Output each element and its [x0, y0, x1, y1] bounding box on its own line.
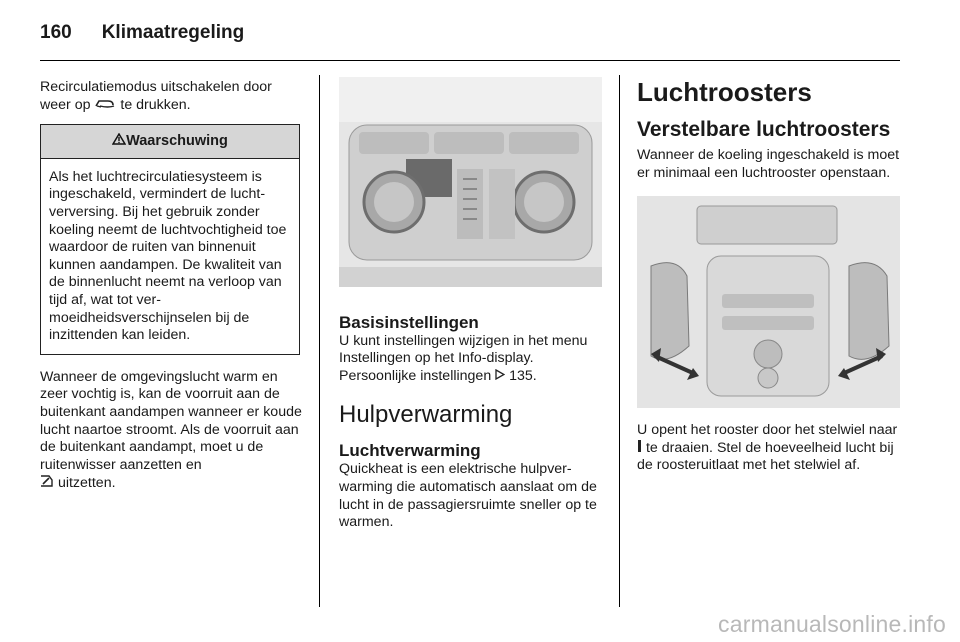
watermark: carmanualsonline.info	[718, 611, 946, 637]
page-number: 160	[40, 22, 72, 43]
warning-body: Als het luchtrecirculatiesysteem is ingeschakeld, vermindert de luchtverversing. Bij het gebruik zonder koeling neemt de luchtvochtigheid toe waardoor de ruiten van binnenuit kunnen aandampen. De kwaliteit van de binnenlucht neemt na verloop van tijd af, wat tot vermoeidheidsverschijnselen bij de inzittenden kan leiden.	[49, 168, 287, 344]
warning-triangle-icon	[112, 133, 126, 151]
header-rule	[40, 60, 900, 61]
column-divider-2	[619, 75, 620, 607]
basis-text: U kunt instellingen wijzigen in het menu Instellingen op het Info-display. Persoonlijke instellingen 135.	[339, 332, 588, 384]
verstel-text: Wanneer de koeling ingeschakeld is moet er minimaal een luchtrooster openstaan.	[637, 147, 900, 181]
column-2	[339, 77, 609, 532]
heading-luchtverwarming: Luchtverwarming	[339, 441, 481, 461]
luchtverwarming-text: Quickheat is een elektrische hulpverwarming die automatisch aanslaat om de lucht in de passagiersruimte sneller op te warmen.	[339, 461, 597, 531]
heading-basisinstellingen: Basisinstellingen	[339, 312, 479, 332]
heading-verstelbare-luchtroosters: Verstelbare luchtroosters	[637, 118, 891, 141]
warning-title: Waarschuwing	[41, 125, 299, 159]
vent-text: U opent het rooster door het stelwiel naar te draaien. Stel de hoeveelheid lucht bij de roosteruitlaat met het stelwiel af.	[637, 422, 898, 474]
vent-open-bar-icon	[637, 440, 642, 458]
humidity-text: Wanneer de omgevingslucht warm en zeer vochtig is, kan de voorruit aan de buitenkant aandampen wanneer er koude lucht naartoe stroomt. Als de voorruit aan de buitenkant aandampt, moet u de ruitenwisser aanzetten en uitzetten.	[40, 368, 302, 492]
heading-hulpverwarming: Hulpverwarming	[339, 401, 513, 429]
warning-box	[40, 124, 300, 355]
heading-luchtroosters: Luchtroosters	[637, 77, 812, 107]
intro-text: Recirculatiemodus uitschakelen door weer op te drukken.	[40, 79, 272, 113]
air-vents-image	[637, 196, 900, 408]
column-1	[40, 79, 302, 493]
climate-control-panel-image	[339, 77, 602, 287]
recirculation-icon	[94, 97, 116, 115]
wiper-icon	[40, 474, 54, 493]
page-title: Klimaatregeling	[101, 22, 245, 43]
column-divider-1	[319, 75, 320, 607]
column-3	[637, 77, 902, 475]
page-reference-icon	[495, 368, 505, 386]
page-header	[40, 22, 244, 44]
